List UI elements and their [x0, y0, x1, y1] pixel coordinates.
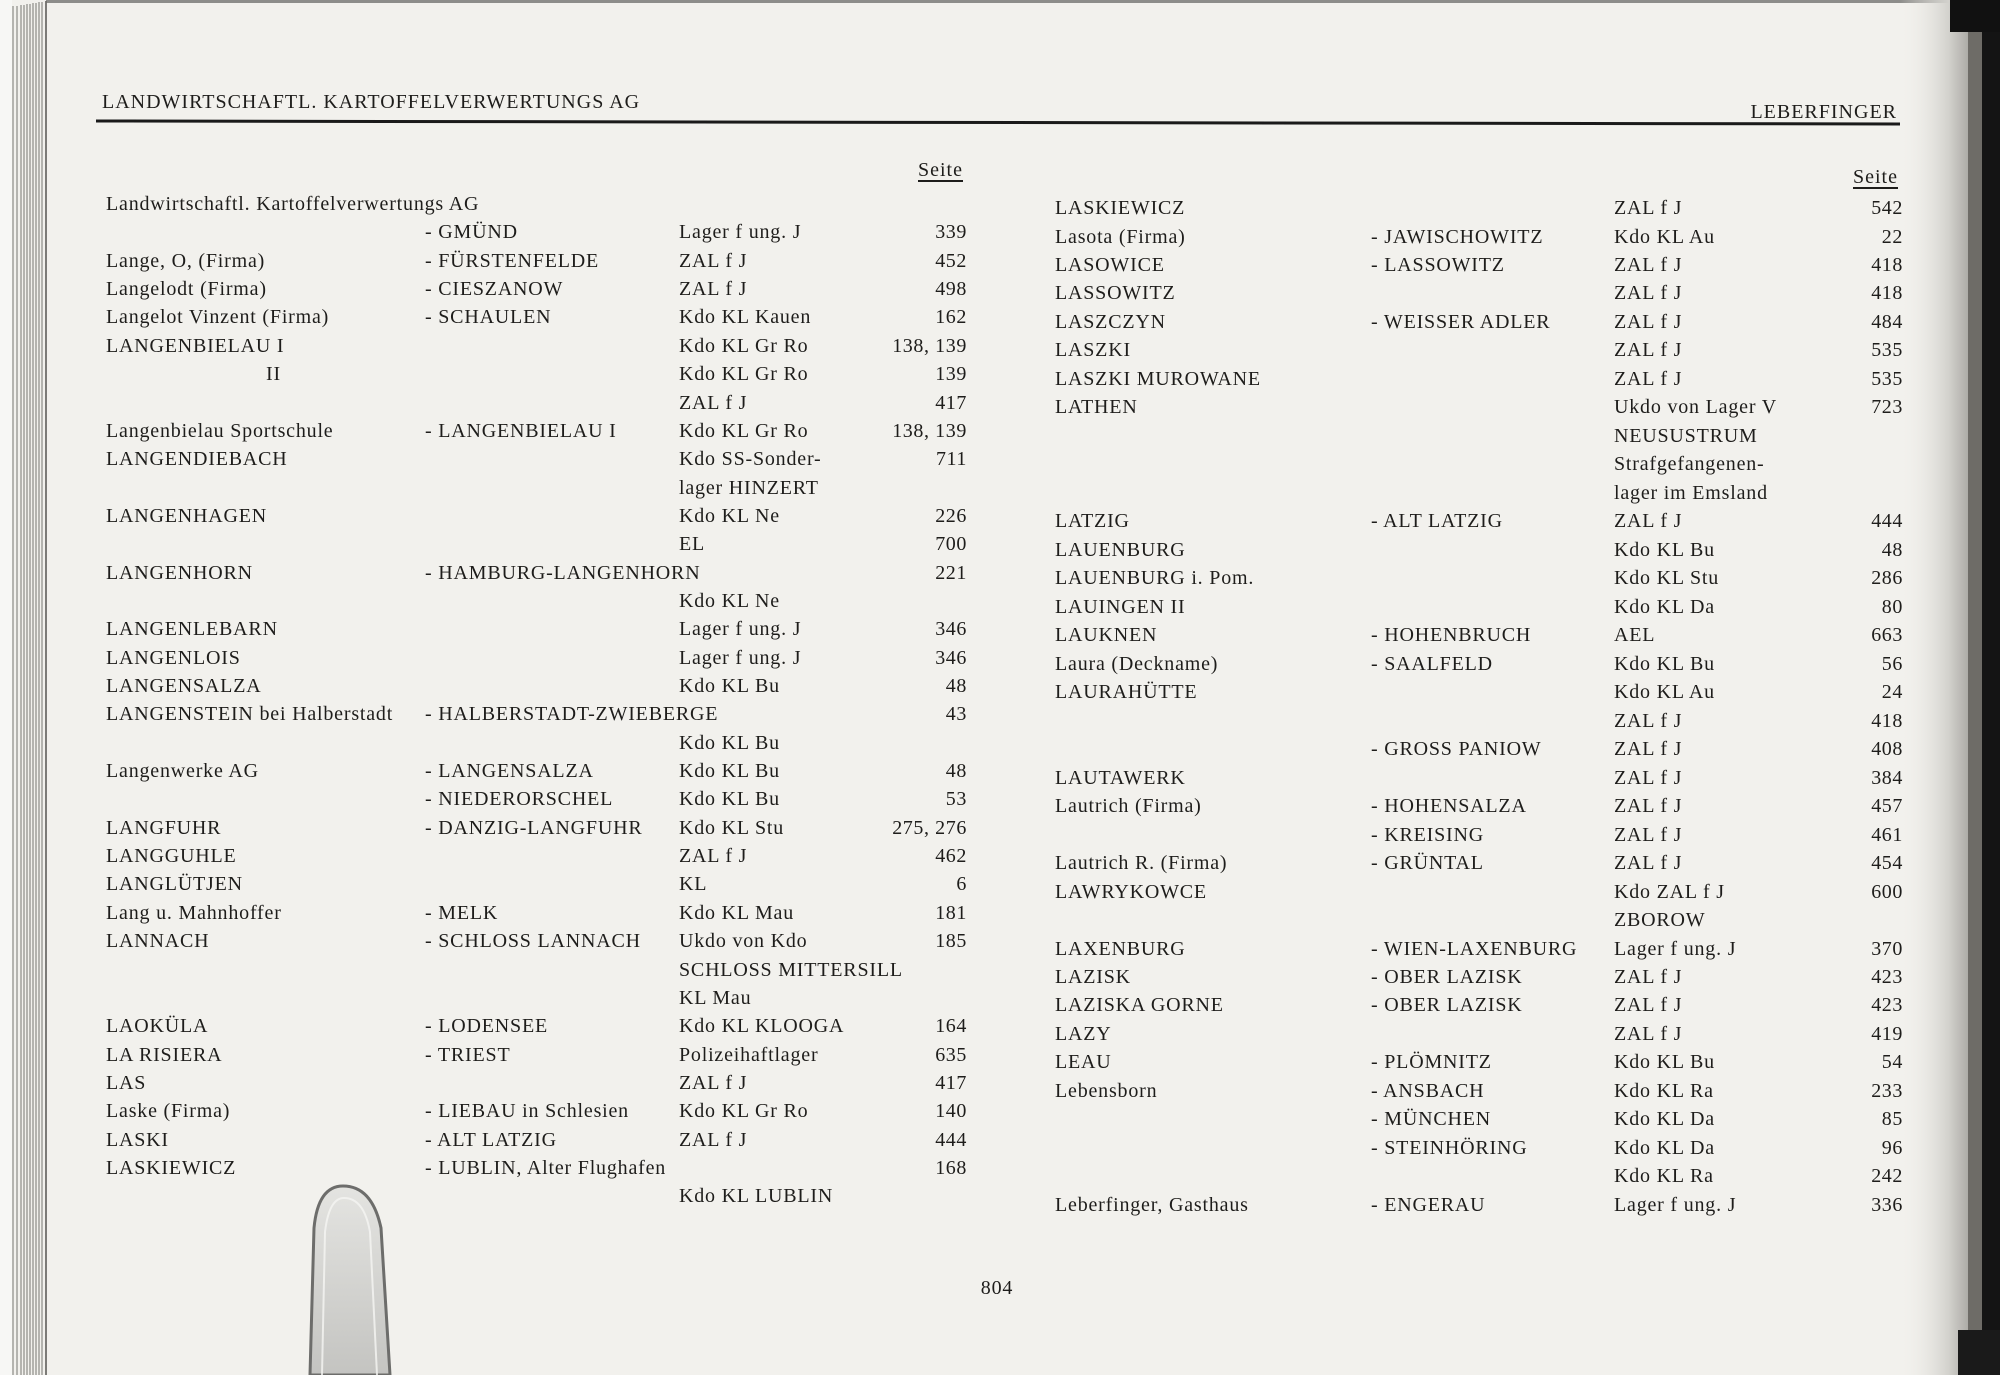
entry-page: 457 [1871, 795, 1903, 818]
entry-camp: Kdo KL Kauen [679, 306, 812, 329]
entry-place: - LUBLIN, Alter Flughafen [425, 1156, 667, 1179]
entry-camp: Kdo KL Gr Ro [679, 363, 809, 386]
entry-name: LANGLÜTJEN [106, 873, 243, 896]
entry-camp: lager im Emsland [1614, 481, 1768, 504]
entry-name: LAZY [1055, 1022, 1112, 1045]
entry-place: - OBER LAZISK [1371, 994, 1523, 1017]
entry-camp: ZAL f J [1614, 367, 1683, 390]
entry-name: LAZISK [1055, 966, 1131, 988]
entry-camp: ZAL f J [679, 845, 748, 868]
entry-camp: Kdo KL Gr Ro [679, 1100, 809, 1123]
entry-camp: Kdo KL Bu [1614, 538, 1715, 561]
entry-name: LA RISIERA [106, 1043, 223, 1066]
index-entry [0, 223, 2000, 251]
index-entry [0, 1191, 2000, 1219]
index-entry [0, 991, 2000, 1019]
entry-page: 162 [935, 306, 967, 329]
entry-name: Laura (Deckname) [1055, 652, 1219, 675]
index-entry [0, 821, 2000, 849]
entry-place: - JAWISCHOWITZ [1371, 225, 1544, 248]
entry-name: LANGENLEBARN [106, 618, 278, 641]
entry-name: LATZIG [1055, 510, 1130, 533]
entry-page: 461 [1871, 823, 1903, 846]
entry-page: 444 [1871, 510, 1903, 533]
entry-camp: ZAL f J [679, 249, 748, 272]
entry-camp: ZAL f J [679, 278, 748, 301]
entry-camp: ZAL f J [1614, 254, 1683, 276]
entry-name: Leberfinger, Gasthaus [1055, 1193, 1249, 1216]
entry-camp: ZAL f J [1614, 823, 1683, 846]
entry-place: - SCHLOSS LANNACH [425, 930, 641, 953]
entry-place: - PLÖMNITZ [1371, 1051, 1492, 1074]
entry-place: - OBER LAZISK [1371, 966, 1523, 988]
entry-camp: Lager f ung. J [679, 221, 802, 244]
entry-place: - LASSOWITZ [1371, 254, 1505, 276]
entry-camp: Lager f ung. J [679, 646, 802, 669]
entry-camp: ZAL f J [1614, 966, 1683, 988]
index-entry [0, 251, 2000, 279]
entry-camp: Kdo SS-Sonder- [679, 448, 822, 471]
entry-page: 711 [935, 448, 967, 471]
index-entry [0, 593, 2000, 621]
entry-page: 139 [935, 363, 967, 386]
entry-page: 535 [1871, 367, 1903, 390]
entry-place: - HALBERSTADT-ZWIEBERGE [425, 703, 719, 726]
entry-place: - KREISING [1371, 823, 1484, 846]
entry-page: 48 [1881, 538, 1903, 561]
entry-page: 408 [1871, 738, 1903, 761]
entry-page: 221 [935, 561, 967, 584]
entry-page: 370 [1871, 937, 1903, 960]
entry-page: 336 [1871, 1193, 1903, 1216]
index-entry [0, 1162, 2000, 1190]
entry-camp: Polizeihaftlager [679, 1043, 819, 1066]
entry-page: 48 [945, 760, 967, 782]
entry-name: LANGENDIEBACH [106, 448, 288, 471]
entry-place: - SAALFELD [1371, 652, 1493, 675]
entry-camp: Kdo KL Stu [1614, 567, 1720, 590]
entry-camp: Kdo KL Au [1614, 225, 1715, 248]
index-entry [0, 1077, 2000, 1105]
index-entry [0, 906, 2000, 934]
entry-page: 185 [935, 930, 967, 953]
entry-place: - HOHENBRUCH [1371, 624, 1532, 647]
entry-page: 444 [935, 1128, 967, 1151]
entry-name: Langelodt (Firma) [106, 278, 267, 301]
index-entry [0, 479, 2000, 507]
entry-camp: Kdo KL Bu [1614, 652, 1715, 675]
entry-camp: Kdo KL Mau [679, 901, 795, 924]
index-entry [0, 1105, 2000, 1133]
entry-page: 700 [935, 533, 967, 556]
entry-name: Lasota (Firma) [1055, 225, 1186, 248]
index-entry [0, 365, 2000, 393]
entry-page: 346 [935, 646, 967, 669]
entry-camp: ZAL f J [1614, 197, 1683, 219]
entry-place: - NIEDERORSCHEL [425, 788, 614, 811]
entry-name: Laske (Firma) [106, 1100, 231, 1123]
entry-page: 423 [1871, 966, 1903, 988]
entry-name: LASKIEWICZ [1055, 197, 1186, 219]
entry-page: 542 [1871, 197, 1903, 219]
entry-camp: Kdo KL Bu [1614, 1051, 1715, 1074]
index-entry [0, 764, 2000, 792]
entry-name: LAUKNEN [1055, 624, 1158, 647]
entry-camp: Kdo KL Bu [679, 760, 780, 782]
index-entry [0, 735, 2000, 763]
index-entry [0, 1048, 2000, 1076]
entry-page: 96 [1881, 1136, 1903, 1159]
entry-place: - MELK [425, 901, 499, 924]
entry-page: 663 [1871, 624, 1903, 647]
entry-camp: lager HINZERT [679, 476, 819, 499]
entry-page: 346 [935, 618, 967, 641]
entry-place: - LIEBAU in Schlesien [425, 1100, 629, 1123]
entry-camp: ZAL f J [1614, 1022, 1683, 1045]
entry-page: 286 [1871, 567, 1903, 590]
entry-camp: Lager f ung. J [1614, 937, 1737, 960]
entry-name: LANGENLOIS [106, 646, 241, 669]
entry-name: LASKI [106, 1128, 169, 1151]
entry-camp: Ukdo von Kdo [679, 930, 808, 953]
entry-name: LAZISKA GORNE [1055, 994, 1224, 1017]
entry-camp: Kdo KL Bu [679, 788, 780, 811]
entry-camp: ZAL f J [1614, 310, 1683, 333]
entry-place: - ALT LATZIG [425, 1128, 557, 1151]
entry-place: - TRIEST [425, 1043, 511, 1066]
entry-camp: Kdo KL Da [1614, 1108, 1715, 1131]
entry-page: 85 [1881, 1108, 1903, 1131]
page-number: 804 [980, 1277, 1014, 1299]
index-entry [0, 279, 2000, 307]
entry-place: - CIESZANOW [425, 278, 564, 301]
entry-camp: ZBOROW [1614, 909, 1706, 931]
entry-name: LANGENSTEIN bei Halberstadt [106, 703, 394, 726]
entry-page: 56 [1881, 652, 1903, 675]
entry-camp: Lager f ung. J [1614, 1193, 1737, 1216]
entry-camp: Kdo KL Da [1614, 595, 1715, 618]
entry-place: - ANSBACH [1371, 1079, 1485, 1102]
entry-camp: Kdo KL Gr Ro [679, 419, 809, 442]
entry-camp: AEL [1614, 624, 1656, 647]
entry-page: 339 [935, 221, 967, 244]
entry-camp: ZAL f J [1614, 510, 1683, 533]
entry-name: Lautrich (Firma) [1055, 795, 1202, 818]
index-entry [0, 536, 2000, 564]
entry-page: 54 [1881, 1051, 1903, 1074]
entry-name: LAUENBURG [1055, 538, 1186, 561]
entry-camp: Kdo KL Au [1614, 681, 1715, 704]
index-entry [0, 678, 2000, 706]
entry-place: - ENGERAU [1371, 1193, 1486, 1216]
entry-name: LATHEN [1055, 396, 1138, 419]
entry-page: 138, 139 [892, 334, 967, 357]
entry-place: - MÜNCHEN [1371, 1108, 1491, 1131]
entry-camp: ZAL f J [1614, 709, 1683, 732]
entry-camp: Strafgefangenen- [1614, 453, 1765, 476]
entry-name: LANGGUHLE [106, 845, 237, 868]
running-head-right: LEBERFINGER [1750, 101, 1897, 123]
entry-camp: ZAL f J [1614, 282, 1683, 305]
entry-place: - LANGENSALZA [425, 760, 594, 782]
entry-place: - WIEN-LAXENBURG [1371, 937, 1578, 960]
entry-name: Lebensborn [1055, 1079, 1158, 1102]
entry-page: 233 [1871, 1079, 1903, 1102]
entry-page: 53 [945, 788, 967, 811]
entry-page: 242 [1871, 1165, 1903, 1188]
entry-camp: Kdo KL Gr Ro [679, 334, 809, 357]
entry-camp: ZAL f J [679, 1128, 748, 1151]
index-entry [0, 1020, 2000, 1048]
entry-page: 226 [935, 504, 967, 527]
entry-page: 462 [935, 845, 967, 868]
index-entry [0, 878, 2000, 906]
entry-page: 138, 139 [892, 419, 967, 442]
index-entry [0, 849, 2000, 877]
entry-page: 24 [1881, 681, 1903, 704]
entry-name: LASKIEWICZ [106, 1156, 237, 1179]
entry-page: 168 [935, 1156, 967, 1179]
entry-page: 418 [1871, 254, 1903, 276]
index-entry [0, 564, 2000, 592]
entry-page: 22 [1881, 225, 1903, 248]
index-entry [0, 963, 2000, 991]
entry-name: LAURAHÜTTE [1055, 681, 1198, 704]
entry-page: 723 [1871, 396, 1903, 419]
index-entry [0, 336, 2000, 364]
entry-place: - FÜRSTENFELDE [425, 249, 599, 272]
entry-camp: Kdo KL Ra [1614, 1079, 1714, 1102]
entry-place: - GMÜND [425, 221, 518, 244]
entry-name: LAUINGEN II [1055, 595, 1186, 618]
entry-place: - ALT LATZIG [1371, 510, 1503, 533]
index-entry [0, 650, 2000, 678]
entry-camp: ZAL f J [679, 1071, 748, 1094]
entry-camp: ZAL f J [679, 391, 748, 414]
entry-camp: Lager f ung. J [679, 618, 802, 641]
entry-name: LANGENSALZA [106, 675, 262, 697]
entry-camp: Kdo ZAL f J [1614, 880, 1725, 903]
entry-camp: Kdo KL Bu [679, 731, 780, 754]
entry-camp: Kdo KL Bu [679, 675, 780, 697]
entry-camp: ZAL f J [1614, 994, 1683, 1017]
entry-page: 417 [935, 391, 967, 414]
index-entry [0, 422, 2000, 450]
entry-camp: Ukdo von Lager V [1614, 396, 1777, 419]
entry-camp: Kdo KL Da [1614, 1136, 1715, 1159]
entry-name: LANGENBIELAU I [106, 334, 285, 357]
entry-page: 164 [935, 1015, 967, 1038]
index-entry [0, 621, 2000, 649]
entry-name: LANGFUHR [106, 816, 222, 839]
entry-name: LAWRYKOWCE [1055, 880, 1207, 903]
entry-name: LAOKÜLA [106, 1015, 209, 1038]
page-column-heading-right: Seite [1853, 166, 1898, 188]
entry-place: - HOHENSALZA [1371, 795, 1527, 818]
entry-name: Lang u. Mahnhoffer [106, 901, 282, 924]
index-entry [0, 707, 2000, 735]
entry-page: 140 [935, 1100, 967, 1123]
entry-page: 418 [1871, 709, 1903, 732]
entry-name: LAS [106, 1071, 147, 1094]
entry-page: 535 [1871, 339, 1903, 362]
entry-page: 181 [935, 901, 967, 924]
running-head-left: LANDWIRTSCHAFTL. KARTOFFELVERWERTUNGS AG [102, 91, 641, 113]
index-entry [0, 507, 2000, 535]
entry-name: Lange, O, (Firma) [106, 249, 266, 272]
entry-name: II [266, 363, 281, 386]
entry-camp: ZAL f J [1614, 738, 1683, 761]
entry-name: Langenwerke AG [106, 760, 259, 782]
entry-place: - HAMBURG-LANGENHORN [425, 561, 701, 584]
entry-page: 484 [1871, 310, 1903, 333]
entry-camp: Kdo KL Ra [1614, 1165, 1714, 1188]
index-entry [0, 1134, 2000, 1162]
entry-page: 452 [935, 249, 967, 272]
entry-place: - DANZIG-LANGFUHR [425, 816, 643, 839]
entry-name: Langelot Vinzent (Firma) [106, 306, 330, 329]
entry-camp: NEUSUSTRUM [1614, 424, 1758, 447]
index-entry [0, 792, 2000, 820]
entry-name: LEAU [1055, 1051, 1112, 1074]
entry-page: 419 [1871, 1022, 1903, 1045]
entry-name: LANNACH [106, 930, 210, 953]
entry-place: - SCHAULEN [425, 306, 552, 329]
entry-place: - LANGENBIELAU I [425, 419, 617, 442]
index-entry [0, 935, 2000, 963]
entry-name: LASOWICE [1055, 254, 1165, 276]
entry-page: 635 [935, 1043, 967, 1066]
index-entry [0, 308, 2000, 336]
entry-camp: EL [679, 533, 706, 556]
entry-page: 6 [956, 873, 967, 896]
entry-place: - WEISSER ADLER [1371, 310, 1551, 333]
entry-page: 498 [935, 278, 967, 301]
entry-name: LASZKI MUROWANE [1055, 367, 1261, 390]
entry-name: LANGENHORN [106, 561, 253, 584]
entry-name: Landwirtschaftl. Kartoffelverwertungs AG [106, 193, 480, 215]
page-column-heading-left: Seite [918, 159, 963, 181]
entry-camp: Kdo KL KLOOGA [679, 1015, 845, 1038]
entry-camp: KL Mau [679, 986, 752, 1009]
entry-page: 48 [945, 675, 967, 697]
entry-camp: KL [679, 873, 708, 896]
entry-camp: Kdo KL Ne [679, 504, 780, 527]
entry-name: LAXENBURG [1055, 937, 1186, 960]
entry-camp: SCHLOSS MITTERSILL [679, 958, 903, 981]
entry-camp: Kdo KL Ne [679, 589, 780, 612]
entry-place: - LODENSEE [425, 1015, 548, 1038]
entry-place: - GRÜNTAL [1371, 852, 1484, 874]
entry-name: Langenbielau Sportschule [106, 419, 334, 442]
entry-name: LASZKI [1055, 339, 1131, 362]
entry-page: 454 [1871, 852, 1903, 874]
entry-page: 600 [1871, 880, 1903, 903]
entry-camp: ZAL f J [1614, 339, 1683, 362]
entry-page: 384 [1871, 766, 1903, 789]
entry-camp: Kdo KL Stu [679, 816, 785, 839]
entry-place: - STEINHÖRING [1371, 1136, 1528, 1159]
entry-camp: Kdo KL LUBLIN [679, 1185, 834, 1208]
entry-name: LANGENHAGEN [106, 504, 267, 527]
entry-page: 43 [945, 703, 967, 726]
entry-camp: ZAL f J [1614, 766, 1683, 789]
entry-name: LAUTAWERK [1055, 766, 1186, 789]
entry-page: 275, 276 [892, 816, 967, 839]
index-entry [0, 393, 2000, 421]
entry-page: 418 [1871, 282, 1903, 305]
index-entry [0, 194, 2000, 222]
entry-page: 423 [1871, 994, 1903, 1017]
index-entry [0, 450, 2000, 478]
entry-name: LAUENBURG i. Pom. [1055, 567, 1255, 590]
entry-page: 80 [1881, 595, 1903, 618]
entry-name: LASZCZYN [1055, 310, 1166, 333]
entry-camp: ZAL f J [1614, 852, 1683, 874]
entry-place: - GROSS PANIOW [1371, 738, 1542, 761]
entry-name: Lautrich R. (Firma) [1055, 852, 1228, 874]
entry-page: 417 [935, 1071, 967, 1094]
entry-camp: ZAL f J [1614, 795, 1683, 818]
entry-name: LASSOWITZ [1055, 282, 1176, 305]
